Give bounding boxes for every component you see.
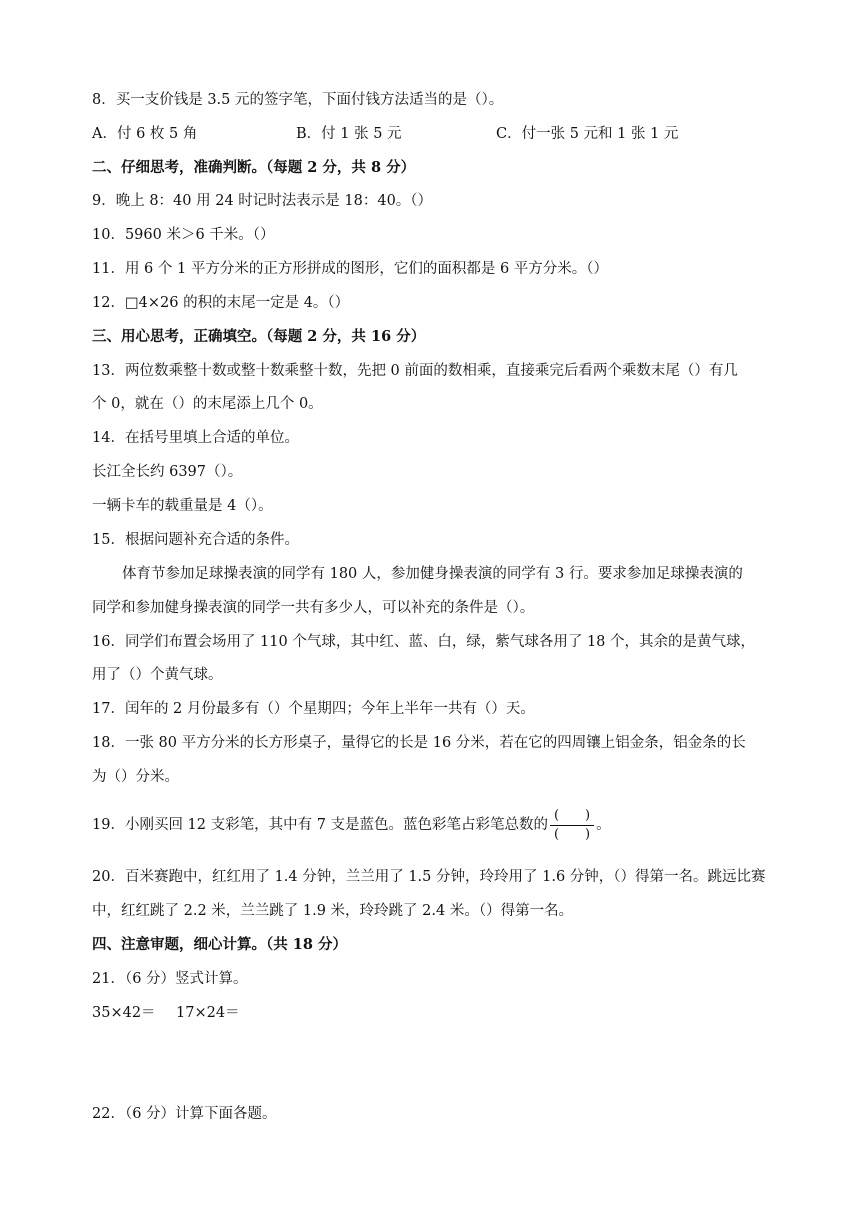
question-15: 15．根据问题补充合适的条件。 — [92, 532, 299, 548]
question-14: 14．在括号里填上合适的单位。 — [92, 430, 299, 446]
question-13-line-1: 13．两位数乘整十数或整十数乘整十数，先把 0 前面的数相乘，直接乘完后看两个乘数末尾（）有几 — [92, 363, 738, 379]
question-10: 10．5960 米＞6 千米。（） — [92, 227, 275, 243]
section-3-heading: 三、用心思考，正确填空。（每题 2 分，共 16 分） — [92, 328, 426, 345]
question-20-line-2: 中，红红跳了 2.2 米，兰兰跳了 1.9 米，玲玲跳了 2.4 米。（）得第一名。 — [92, 903, 574, 919]
question-18-line-1: 18．一张 80 平方分米的长方形桌子，量得它的长是 16 分米，若在它的四周镶上铝金条，铝金条的长 — [92, 735, 746, 751]
question-16-line-2: 用了（）个黄气球。 — [92, 667, 223, 683]
question-19-text: 19．小刚买回 12 支彩笔，其中有 7 支是蓝色。蓝色彩笔占彩笔总数的 — [92, 817, 549, 833]
q8-option-c: C．付一张 5 元和 1 张 1 元 — [496, 126, 679, 142]
question-11: 11．用 6 个 1 平方分米的正方形拼成的图形，它们的面积都是 6 平方分米。（） — [92, 261, 609, 277]
question-21-part-a: 35×42＝ — [92, 1005, 156, 1021]
q8-option-b: B．付 1 张 5 元 — [296, 126, 402, 142]
question-15-line-1: 体育节参加足球操表演的同学有 180 人，参加健身操表演的同学有 3 行。要求参加足球操表演的 — [122, 566, 743, 582]
question-9: 9．晚上 8：40 用 24 时记时法表示是 18：40。（） — [92, 193, 433, 209]
question-21: 21．（6 分）竖式计算。 — [92, 971, 248, 987]
fraction-numerator-blank: ( ) — [553, 807, 591, 823]
question-19 — [92, 805, 611, 849]
question-21-part-b: 17×24＝ — [176, 1005, 240, 1021]
question-17: 17．闰年的 2 月份最多有（）个星期四；今年上半年一共有（）天。 — [92, 701, 535, 717]
q8-option-a: A．付 6 枚 5 角 — [92, 126, 198, 142]
question-18-line-2: 为（）分米。 — [92, 769, 179, 785]
fraction-denominator-blank: ( ) — [553, 826, 591, 842]
fraction-answer-blank — [550, 808, 594, 843]
question-19-end: 。 — [596, 817, 611, 833]
section-2-heading: 二、仔细思考，准确判断。（每题 2 分，共 8 分） — [92, 159, 416, 176]
question-15-line-2: 同学和参加健身操表演的同学一共有多少人，可以补充的条件是（）。 — [92, 600, 535, 616]
question-8: 8．买一支价钱是 3.5 元的签字笔，下面付钱方法适当的是（）。 — [92, 92, 504, 108]
question-12: 12．□4×26 的积的末尾一定是 4。（） — [92, 295, 350, 311]
question-16-line-1: 16．同学们布置会场用了 110 个气球，其中红、蓝、白，绿，紫气球各用了 18 个，其余的是黄气球， — [92, 634, 756, 650]
question-14-part-a: 长江全长约 6397（）。 — [92, 464, 243, 480]
fraction-bar — [550, 825, 594, 826]
question-20-line-1: 20．百米赛跑中，红红用了 1.4 分钟，兰兰用了 1.5 分钟，玲玲用了 1.6 分钟，（）得第一名。跳远比赛 — [92, 869, 766, 885]
section-4-heading: 四、注意审题，细心计算。（共 18 分） — [92, 936, 348, 953]
question-22: 22．（6 分）计算下面各题。 — [92, 1106, 277, 1122]
question-13-line-2: 个 0，就在（）的末尾添上几个 0。 — [92, 396, 323, 412]
question-14-part-b: 一辆卡车的载重量是 4（）。 — [92, 498, 273, 514]
